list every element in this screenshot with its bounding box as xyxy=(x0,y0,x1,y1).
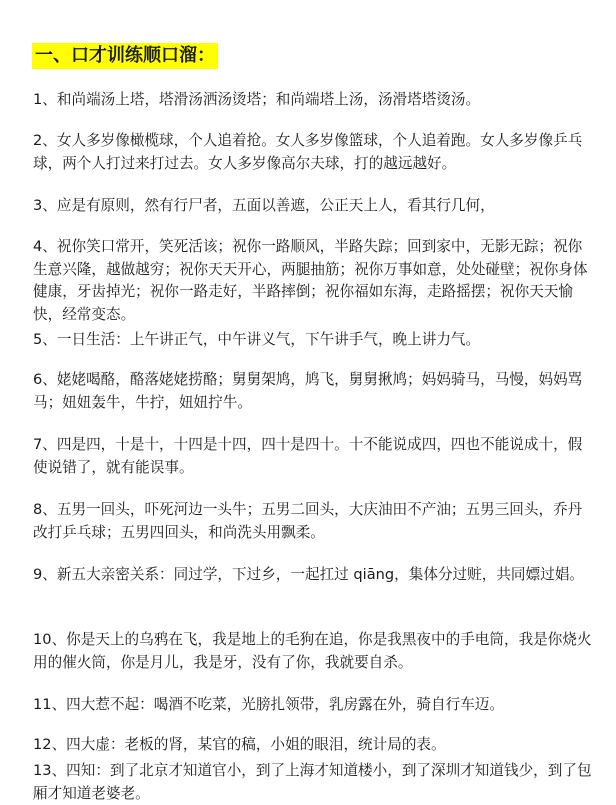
paragraph-9: 9、新五大亲密关系：同过学，下过乡，一起扛过 qiāng，集体分过赃，共同嫖过娼。 xyxy=(33,566,584,583)
paragraph-8: 8、五男一回头，吓死河边一头牛；五男二回头，大庆油田不产油；五男三回头，乔丹改打乒乓球；五男四回头，和尚洗头用飘柔。 xyxy=(33,501,583,541)
paragraph-7: 7、四是四，十是十，十四是十四，四十是四十。十不能说成四，四也不能说成十，假使说错了，就有能误事。 xyxy=(33,436,583,476)
paragraph-3: 3、应是有原则，然有行尸者，五面以善遮，公正天上人，看其行几何， xyxy=(33,197,495,214)
paragraph-11: 11、四大惹不起：喝酒不吃菜，光膀扎领带，乳房露在外，骑自行车迈。 xyxy=(33,696,504,713)
paragraph-5: 5、一日生活：上午讲正气，中午讲义气，下午讲手气，晚上讲力气。 xyxy=(33,331,481,348)
paragraph-6: 6、姥姥喝酪，酪落姥姥捞酪；舅舅架鸠，鸠飞，舅舅揪鸠；妈妈骑马，马慢，妈妈骂马；妞妞轰牛，牛拧，妞妞拧牛。 xyxy=(33,371,583,411)
paragraph-4: 4、祝你笑口常开，笑死活该；祝你一路顺风，半路失踪；回到家中，无影无踪；祝你生意兴隆，越做越穷；祝你天天开心，两腿抽筋；祝你万事如意，处处碰壁；祝你身体健康，牙齿掉光；祝你一路走好，半路摔倒；祝你福如东海，走路摇摆；祝你天天愉快，经常变态。 xyxy=(33,238,588,323)
paragraph-2: 2、女人多岁像橄榄球，个人追着抢。女人多岁像篮球，个人追着跑。女人多岁像乒乓球，两个人打过来打过去。女人多岁像高尔夫球，打的越远越好。 xyxy=(33,132,583,172)
paragraph-1: 1、和尚端汤上塔，塔滑汤洒汤烫塔；和尚端塔上汤，汤滑塔塔烫汤。 xyxy=(33,91,481,108)
paragraph-12: 12、四大虚：老板的肾，某官的稿，小姐的眼泪，统计局的表。 xyxy=(33,736,446,753)
paragraph-10: 10、你是天上的乌鸦在飞，我是地上的毛狗在追，你是我黑夜中的手电筒，我是你烧火用的催火筒，你是月儿，我是牙，没有了你，我就要自杀。 xyxy=(33,631,592,671)
paragraph-13: 13、四知：到了北京才知道官小，到了上海才知道楼小，到了深圳才知道钱少，到了包厢才知道老婆老。 xyxy=(33,762,592,802)
section-heading: 一、口才训练顺口溜： xyxy=(32,43,218,69)
